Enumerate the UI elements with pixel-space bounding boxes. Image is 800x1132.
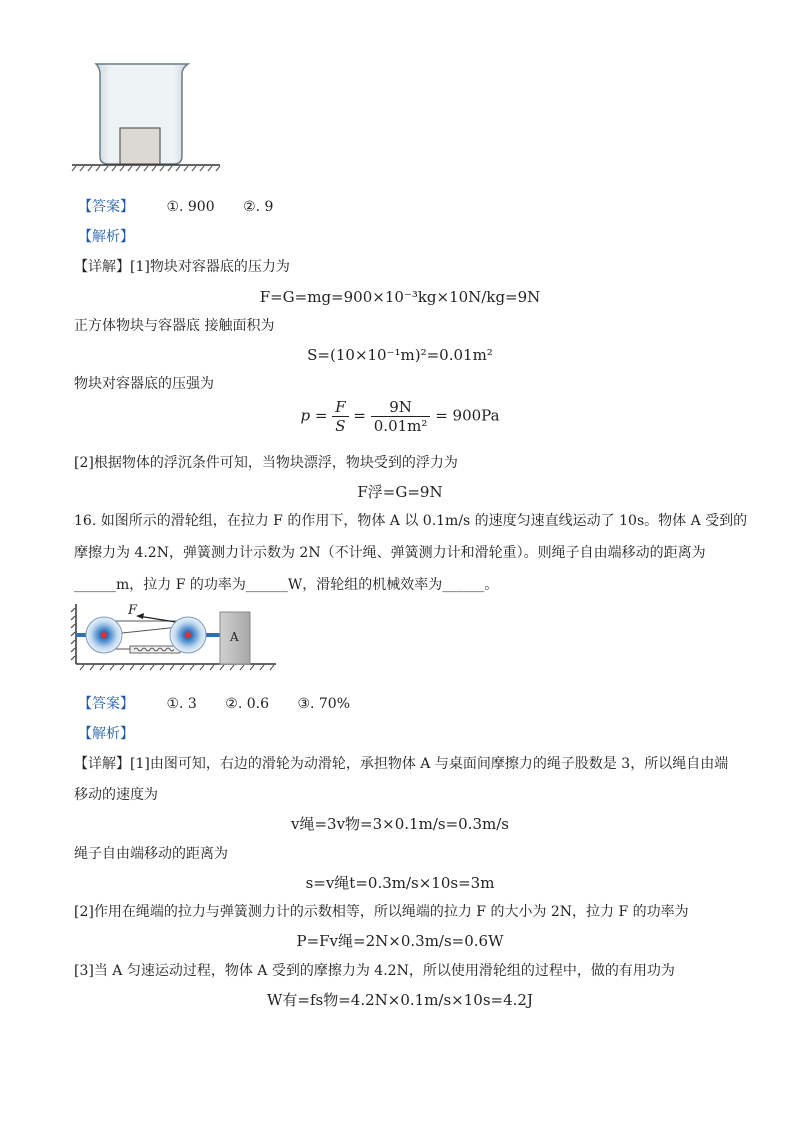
fraction-denominator: 0.01m² [373,417,428,435]
q15-answer-row [78,197,273,217]
fraction-numerator: 9N [371,398,431,417]
equation-speed: v绳=3v物=3×0.1m/s=0.3m/s [291,815,509,833]
answer-item: ②. 0.6 [225,696,269,712]
detail-text: 【详解】[1]由图可知，右边的滑轮为动滑轮，承担物体 A 与桌面间摩擦力的绳子股数是 3，所以绳自由端 [74,756,729,772]
question-text: 16. 如图所示的滑轮组，在拉力 F 的作用下，物体 A 以 0.1m/s 的速度匀速直线运动了 10s。物体 A 受到的 [74,513,748,529]
equals-sign: = [353,406,366,425]
q16-answer-row [78,694,350,714]
equation-distance: s=v绳t=0.3m/s×10s=3m [305,874,495,892]
detail-text: 绳子自由端移动的距离为 [74,846,228,862]
beaker-figure [70,58,230,173]
equation-area: S=(10×10⁻¹m)²=0.01m² [307,346,493,364]
analysis-label: 【解析】 [78,726,134,742]
analysis-label: 【解析】 [78,229,134,245]
detail-text: [2]根据物体的浮沉条件可知，当物块漂浮，物块受到的浮力为 [74,455,458,471]
detail-text: 【详解】[1]物块对容器底的压力为 [74,259,290,275]
equation-pressure [0,398,800,435]
question-text: ______m，拉力 F 的功率为______W，滑轮组的机械效率为______。 [74,577,499,593]
fraction-values [371,398,431,435]
answer-item: ①. 3 [166,696,197,712]
pulley-figure [70,600,280,672]
pressure-lhs: p = [300,406,328,425]
spring-scale [130,646,180,653]
detail-text: [3]当 A 匀速运动过程，物体 A 受到的摩擦力为 4.2N，所以使用滑轮组的过程中，做的有用功为 [74,963,675,979]
equation-force: F=G=mg=900×10⁻³kg×10N/kg=9N [259,288,541,306]
answer-label: 【答案】 [78,696,134,712]
fraction-numerator: F [332,398,348,417]
equation-work: W有=fs物=4.2N×0.1m/s×10s=4.2J [267,991,533,1009]
question-text: 摩擦力为 4.2N，弹簧测力计示数为 2N（不计绳、弹簧测力计和滑轮重）。则绳子自由端移动的距离为 [74,545,706,561]
detail-text: 移动的速度为 [74,787,158,803]
answer-item: ②. 9 [243,199,274,215]
figure-label-f: F [128,603,138,618]
answer-item: ①. 900 [166,199,215,215]
answer-label: 【答案】 [78,199,134,215]
pressure-result: = 900Pa [435,406,500,425]
detail-text: 物块对容器底的压强为 [74,376,214,392]
equation-buoyancy: F浮=G=9N [357,483,443,501]
fraction-denominator: S [335,417,346,435]
equation-power: P=Fv绳=2N×0.3m/s=0.6W [296,932,504,950]
fraction-fs [332,398,348,435]
cube-block [120,128,160,164]
detail-text: 正方体物块与容器底 接触面积为 [74,318,275,334]
detail-text: [2]作用在绳端的拉力与弹簧测力计的示数相等，所以绳端的拉力 F 的大小为 2N，拉力 F 的功率为 [74,904,689,920]
answer-item: ③. 70% [297,696,351,712]
figure-label-a: A [230,630,239,644]
